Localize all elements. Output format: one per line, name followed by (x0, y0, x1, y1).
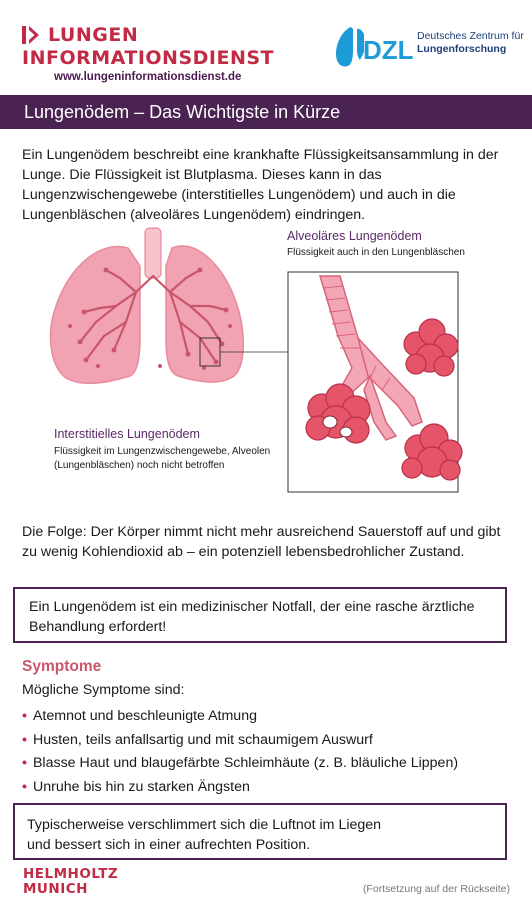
position-notice-line-2: und bessert sich in einer aufrechten Position. (27, 837, 311, 853)
logo-mark-icon (22, 26, 40, 44)
symptom-text: Blasse Haut und blaugefärbte Schleimhäute (z. B. bläuliche Lippen) (32, 755, 459, 771)
dzl-name-line-1: Deutsches Zentrum für (417, 30, 524, 42)
list-item (22, 776, 522, 800)
interstitial-edema-title: Interstitielles Lungenödem (54, 427, 200, 441)
bullet-icon: • (22, 778, 27, 795)
position-notice-line-1: Typischerweise verschlimmert sich die Luftnot im Liegen (27, 817, 382, 833)
list-item (22, 752, 522, 776)
brand-line-1: LUNGEN (48, 24, 139, 46)
consequence-paragraph: Die Folge: Der Körper nimmt nicht mehr ausreichend Sauerstoff auf und gibt zu wenig Kohlendioxid ab – ein potenziell lebensbedrohlicher Zustand. (22, 524, 501, 560)
symptoms-list (22, 705, 522, 799)
dzl-lungs-icon (333, 24, 417, 70)
dzl-logo[interactable] (333, 24, 523, 70)
emergency-notice-text: Ein Lungenödem ist ein medizinischer Notfall, der eine rasche ärztliche Behandlung erfordert! (29, 599, 475, 635)
emergency-notice-box (13, 587, 507, 643)
alveolar-edema-title: Alveoläres Lungenödem (287, 229, 422, 243)
dzl-name-line-2: Lungenforschung (417, 43, 507, 55)
bullet-icon: • (22, 708, 27, 724)
brand-line-2: INFORMATIONSDIENST (22, 47, 275, 69)
list-item (22, 729, 522, 753)
page-title: Lungenödem – Das Wichtigste in Kürze (24, 102, 341, 122)
lungs-drawing (51, 228, 244, 383)
title-bar (0, 95, 532, 129)
alveolar-edema-description: Flüssigkeit auch in den Lungenbläschen (287, 247, 465, 258)
list-item (22, 705, 522, 729)
position-notice-box (13, 803, 507, 860)
symptom-text: Atemnot und beschleunigte Atmung (32, 708, 257, 724)
bullet-icon: • (22, 755, 27, 771)
symptom-text: Husten, teils anfallsartig und mit schaumigem Auswurf (32, 731, 373, 748)
helmholtz-munich-logo[interactable] (23, 867, 118, 897)
helmholtz-logo-line-1: HELMHOLTZ (23, 866, 119, 882)
dzl-abbreviation: DZL (363, 35, 414, 65)
symptoms-heading: Symptome (22, 658, 102, 675)
bullet-icon: • (22, 731, 27, 748)
helmholtz-logo-line-2: MUNICH (23, 881, 88, 897)
interstitial-edema-description: Flüssigkeit im Lungenzwischengewebe, Alveolen (Lungenbläschen) noch nicht betroffen (54, 446, 271, 471)
symptoms-intro: Mögliche Symptome sind: (22, 682, 185, 698)
website-url[interactable]: www.lungeninformationsdienst.de (54, 71, 242, 83)
continuation-note: (Fortsetzung auf der Rückseite) (362, 883, 510, 895)
header (0, 0, 532, 92)
symptom-text: Unruhe bis hin zu starken Ängsten (32, 778, 250, 795)
intro-paragraph: Ein Lungenödem beschreibt eine krankhafte Flüssigkeitsansammlung in der Lunge. Die Flüssigkeit ist Blutplasma. Dieses kann in das Lungenzwischengewebe (interstitielles Lungenödem) und auch in die Lungenbläschen (alveoläres Lungenödem) eindringen. (22, 147, 499, 223)
